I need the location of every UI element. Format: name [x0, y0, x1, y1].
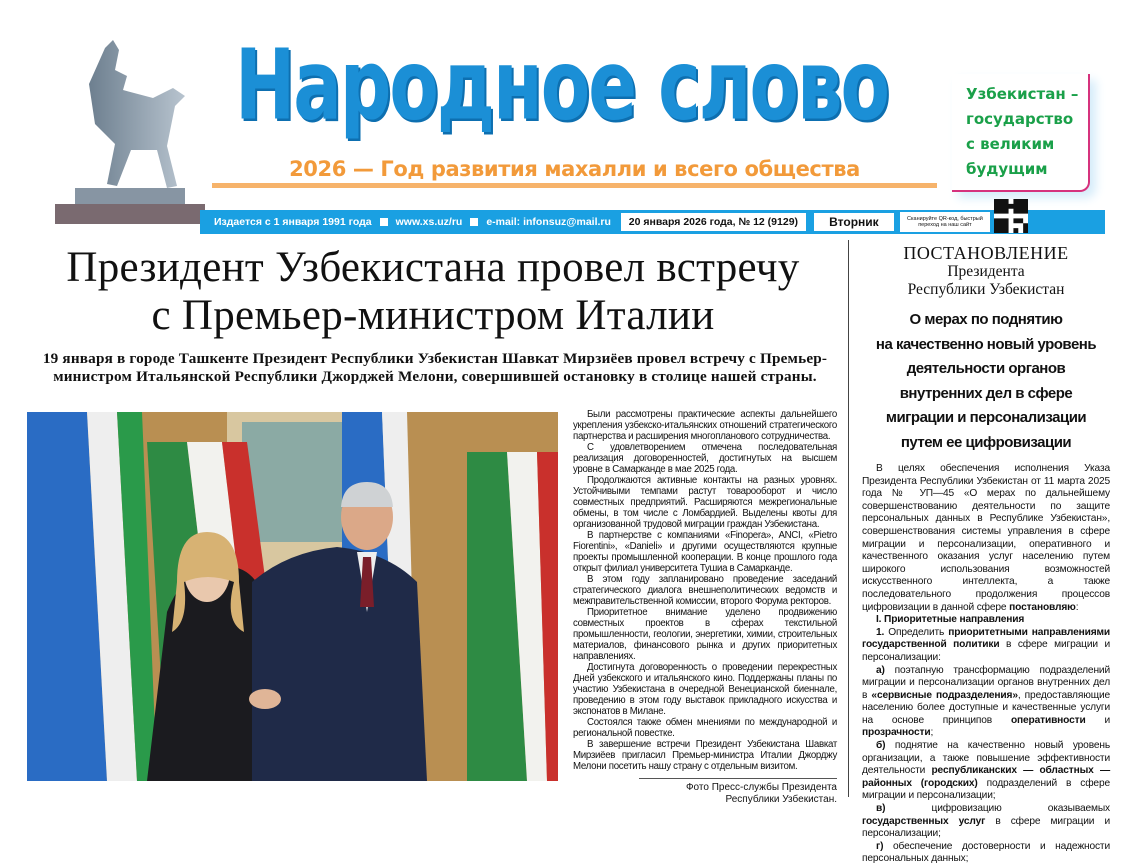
info-strip: [200, 210, 1105, 234]
title-line: миграции и персонализации: [885, 409, 1087, 426]
article-paragraph: Состоялся также обмен мнениями по международной и региональной повестке.: [573, 717, 837, 739]
item-text: Определить: [888, 626, 945, 638]
intro-bold: постановляю: [1009, 601, 1076, 613]
item-text: в сфере миграции и персонализации:: [862, 639, 1111, 663]
lead-paragraph: 19 января в городе Ташкенте Президент Республики Узбекистан Шавкат Мирзиёев провел встречу с Премьер-министром Итальянской Республики Джорджей Мелони, совершившей остановку в столице нашей страны.: [42, 350, 828, 385]
item-letter: б): [876, 740, 886, 752]
square-bullet-icon: [470, 218, 478, 226]
qr-caption: Сканируйте QR-код, быстрый переход на наш сайт: [900, 212, 990, 232]
item-bold: государственных услуг: [862, 815, 986, 827]
column-divider: [848, 240, 849, 797]
item-bold: приоритетными направлениями государственной политики: [862, 626, 1110, 651]
decree-type: ПОСТАНОВЛЕНИЕ: [903, 243, 1069, 263]
decree-body: В целях обеспечения исполнения Указа Президента Республики Узбекистан от 11 марта 2025 года № УП—45 «О мерах по дальнейшему совершенствованию деятельности по защите персональных данных в Республике Узбекистан», совершенствования системы управления в сфере миграции и персонализации, оперативного и качественного оказания услуг населению путем широкого использования возможностей искусственного интеллекта, а также последовательного продолжения процессов цифровизации в данной сфере постановляю: I. Приоритетные направления 1. Определить приоритетными направлениями государственной политики в сфере миграции и персонализации: а) поэтапную трансформацию подразделений миграции и персонализации органов внутренних дел в «сервисные подразделения», предоставляющие населению более доступные и качественные услуги на основе принципов оперативности и прозрачности; б) поднятие на качественно новый уровень организации, а также повышение эффективности деятельности республиканских — областных — районных (городских) подразделений в сфере миграции и персонализации; в) цифровизацию оказываемых государственных услуг в сфере миграции и персонализации; г) обеспечение достоверности и надежности персональных данных;: [862, 463, 1111, 865]
item-text: поднятие на качественно новый уровень организации, а также повышение эффективности деятельности: [862, 740, 1110, 777]
credit-line: Республики Узбекистан.: [725, 793, 837, 805]
item-letter: г): [876, 840, 884, 852]
item-text: и: [1104, 714, 1110, 726]
headline-line: Президент Узбекистана провел встречу: [66, 244, 800, 291]
decree-issuer: Президента: [947, 263, 1025, 280]
weekday: Вторник: [814, 213, 894, 231]
main-headline: [20, 244, 846, 340]
article-paragraph: Были рассмотрены практические аспекты дальнейшего укрепления узбекско-итальянских отношений стратегического партнерства и расширения многопланового сотрудничества.: [573, 409, 837, 442]
article-paragraph: В завершение встречи Президент Узбекистана Шавкат Мирзиёев пригласил Премьер-министра Италии Джорджу Мелони посетить нашу страну с отдельным визитом.: [573, 739, 837, 772]
meeting-photo: [27, 412, 558, 781]
credit-line: Фото Пресс-службы Президента: [685, 782, 837, 793]
title-line: путем ее цифровизации: [900, 433, 1072, 451]
since-text: Издается с 1 января 1991 года: [214, 216, 372, 228]
item-text: , предоставляющие населению более доступные и качественные услуги на основе принципов: [862, 689, 1110, 726]
photo-credit: [639, 778, 837, 805]
masthead-title: Народное слово: [235, 27, 889, 142]
headline-line: с Премьер-министром Италии: [151, 292, 715, 339]
title-line: внутренних дел в сфере: [899, 384, 1073, 402]
website-link[interactable]: www.xs.uz/ru: [395, 216, 463, 228]
decree-title: [862, 308, 1110, 455]
item-text: в сфере миграции и персонализации;: [862, 815, 1110, 840]
title-line: О мерах по поднятию: [909, 311, 1063, 328]
square-bullet-icon: [380, 218, 388, 226]
article-paragraph: Продолжаются активные контакты на разных уровнях. Устойчивыми темпами растут товарооборот и число совместных предприятий. Расширяются межрегиональные обмены, в том числе с Ломбардией. Выделены квоты для организованной трудовой миграции граждан Узбекистана.: [573, 475, 837, 530]
slogan-line: будущим: [966, 160, 1048, 178]
title-line: деятельности органов: [906, 360, 1066, 377]
item-num: 1.: [876, 626, 885, 638]
monument-logo: [45, 38, 205, 228]
section-heading: I. Приоритетные направления: [876, 614, 1025, 626]
slogan-line: государство: [966, 110, 1074, 128]
year-motto: 2026 — Год развития махалли и всего общества: [212, 156, 937, 188]
item-text: цифровизацию оказываемых: [931, 803, 1110, 815]
item-letter: в): [876, 803, 886, 815]
intro-text: В целях обеспечения исполнения Указа Президента Республики Узбекистан от 11 марта 2025 года № УП—45 «О мерах по дальнейшему совершенствованию деятельности по защите персональных данных в Республике Узбекистан», совершенствования системы управления в сфере миграции и персонализации, оперативного и качественного оказания услуг населению путем широкого использования возможностей искусственного интеллекта, а также последовательного продолжения процессов цифровизации в данной сфере: [862, 463, 1110, 613]
qr-code-icon[interactable]: [994, 199, 1028, 233]
email-link[interactable]: e-mail: infonsuz@mail.ru: [486, 216, 611, 228]
decree-column: [862, 243, 1110, 866]
item-text: подразделений в сфере миграции и персонализации;: [862, 777, 1110, 802]
item-text: обеспечение достоверности и надежности персональных данных;: [862, 840, 1110, 865]
item-bold: оперативности: [1010, 714, 1086, 726]
article-paragraph: С удовлетворением отмечена последовательная реализация договоренностей, достигнутых на высшем уровне в Самарканде в мае 2025 года.: [573, 442, 837, 475]
item-letter: а): [876, 664, 885, 676]
slogan-line: Узбекистан –: [966, 85, 1079, 103]
article-paragraph: Достигнута договоренность о проведении перекрестных Дней узбекского и итальянского кино. Поддержаны планы по участию Узбекистана в очередной Венецианской биеннале, проведению в этом году выставок прикладного искусства и экспонатов в Милане.: [573, 662, 837, 717]
item-bold: республиканских — областных — районных (городских): [862, 765, 1110, 789]
item-text: поэтапную трансформацию подразделений миграции и персонализации органов внутренних дел в: [862, 664, 1110, 701]
decree-issuer: Республики Узбекистан: [907, 281, 1065, 298]
item-bold: прозрачности: [862, 727, 931, 739]
item-bold: «сервисные подразделения»: [871, 689, 1018, 701]
slogan-box: [952, 74, 1090, 192]
slogan-line: с великим: [966, 135, 1055, 153]
article-paragraph: Приоритетное внимание уделено продвижению совместных проектов в сферах текстильной промышленности, геологии, энергетики, химии, строительных материалов, финансового рынка и других приоритетных направлениях.: [573, 607, 837, 662]
issue-date: 20 января 2026 года, № 12 (9129): [621, 213, 806, 231]
article-paragraph: В этом году запланировано проведение заседаний стратегического диалога внешнеполитических ведомств и межправительственной комиссии, второго Форума ректоров.: [573, 574, 837, 607]
article-body: [573, 409, 837, 805]
title-line: на качественно новый уровень: [875, 335, 1097, 353]
article-paragraph: В партнерстве с компаниями «Finopera», ANCI, «Pietro Fiorentini», «Danieli» и другими осуществляются крупные проекты промышленной кооперации. В конце прошлого года открыт филиал университета Тушиа в Самарканде.: [573, 530, 837, 574]
